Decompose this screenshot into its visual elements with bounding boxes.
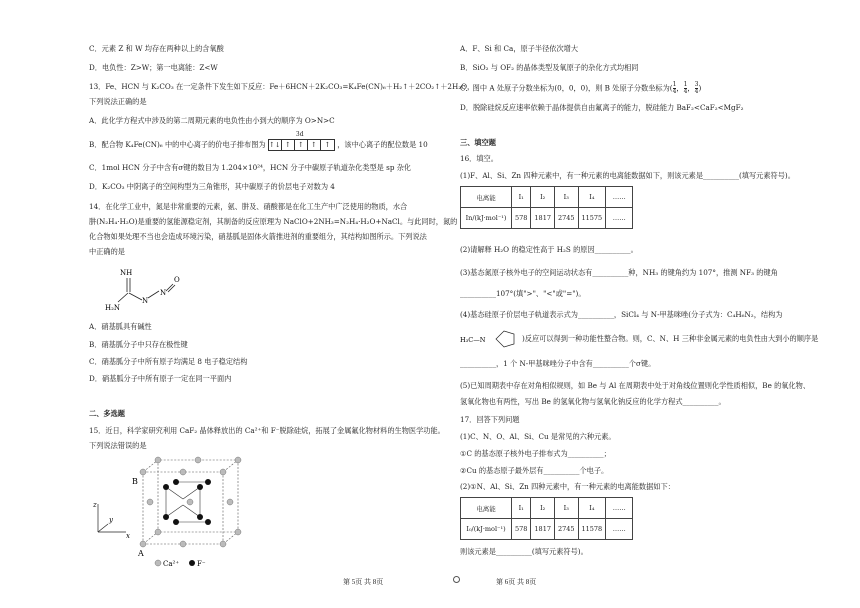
table-cell: I₂ xyxy=(531,187,555,208)
axis-label: x xyxy=(126,532,130,540)
option-13b xyxy=(89,131,428,151)
question-15: 15．近日，科学家研究利用 CaF₂ 晶体释放出的 Ca²⁺和 F⁻脱除硅烷，拓展了金属氟化物材料的生物医学功能。 xyxy=(89,426,445,435)
table-row xyxy=(461,208,633,229)
option-13a: A．此化学方程式中涉及的第二周期元素的电负性由小到大的顺序为 O>N>C xyxy=(89,116,335,125)
legend-label: Ca²⁺ xyxy=(163,560,180,568)
option-13d: D．K₂CO₃ 中阴离子的空间构型为三角锥形，其中碳原子的价层电子对数为 4 xyxy=(89,182,335,191)
table-cell: 1817 xyxy=(531,519,555,540)
question-14: 14．在化学工业中，氮是非常重要的元素，氨、肼及、硝酸都是在化工生产中广泛使用的物质，水合 xyxy=(89,202,408,211)
question-16-3: (3)基态氮原子核外电子的空间运动状态有__________种，NH₃ 的键角约为 107°，推测 NF₃ 的键角 xyxy=(460,268,778,277)
ionization-table-2 xyxy=(460,497,633,540)
option-15b: B．SiO₂ 与 OF₂ 的晶体类型及氧原子的杂化方式均相同 xyxy=(460,63,639,72)
orbital-label: 3d xyxy=(295,131,304,138)
question-17: 17．回答下列问题 xyxy=(460,415,520,424)
table-cell: I₃ xyxy=(554,498,578,519)
question-16-2: (2)请解释 H₂O 的稳定性高于 H₂S 的原因__________。 xyxy=(460,245,638,254)
table-cell: 2745 xyxy=(554,208,578,229)
question-16: 16．填空。 xyxy=(460,154,498,163)
question-16-1: (1)F、Al、Si、Zn 四种元素中，有一种元素的电离能数据如下，则该元素是__________(填写元素符号)。 xyxy=(460,171,795,180)
fraction: $\frac{1}{4}$ xyxy=(672,81,677,95)
table-cell: …… xyxy=(606,519,633,540)
option-text: B．配合物 K₄Fe(CN)₆ 中的中心离子的价电子排布图为 xyxy=(89,140,266,149)
text-line: __________107°(填">"、"<"或"=")。 xyxy=(460,289,586,298)
table-cell: 2745 xyxy=(554,519,578,540)
point-label: B xyxy=(132,477,138,486)
right-page xyxy=(430,0,860,608)
orbital-box: ↑ xyxy=(324,141,331,149)
crystal-structure-diagram xyxy=(88,452,248,570)
nitroguanidine-structure xyxy=(85,258,195,318)
fraction: $\frac{3}{4}$ xyxy=(694,81,699,95)
table-cell: 电离能 xyxy=(461,498,512,519)
table-cell: …… xyxy=(606,208,633,229)
atom-label: N xyxy=(160,289,167,297)
orbital-box: ↑ xyxy=(282,140,295,150)
text-line: 下列说法正确的是 xyxy=(89,97,147,106)
option-14a: A．硝基胍具有碱性 xyxy=(89,322,152,331)
table-row xyxy=(461,519,633,540)
option-14d: D．硝基胍分子中所有原子一定在同一平面内 xyxy=(89,374,232,383)
table-cell: I₄ xyxy=(578,498,606,519)
ionization-table xyxy=(460,186,633,229)
table-cell: …… xyxy=(606,187,633,208)
table-cell: …… xyxy=(606,498,633,519)
option-text: ，该中心离子的配位数是 10 xyxy=(337,140,428,149)
orbital-box: ↑↓ xyxy=(269,141,281,149)
axis-label: y xyxy=(109,516,113,524)
atom-label: NH xyxy=(120,269,133,277)
option-text: C．图中 A 处原子分数坐标为(0，0，0)，则 B 处原子分数坐标为( xyxy=(460,83,673,93)
option-13c: C．1mol HCN 分子中含有σ键的数目为 1.204×10²⁴，HCN 分子中碳原子轨道杂化类型是 sp 杂化 xyxy=(89,163,412,172)
orbital-box: ↑ xyxy=(295,140,308,150)
table-cell: 578 xyxy=(512,208,531,229)
text-line: 化合物如果处理不当也会造成环境污染，硝基胍是固体火箭推进剂的重要组分，其结构如图所示。下列说法 xyxy=(89,232,427,241)
page-number: 第 6页 共 8页 xyxy=(496,578,537,586)
question-13: 13．Fe、HCN 与 K₂CO₃ 在一定条件下发生如下反应：Fe＋6HCN＋2K₂CO₃=K₄Fe(CN)₆＋H₂↑＋2CO₂↑＋2H₂O， xyxy=(89,82,475,91)
text-line: 则该元素是__________(填写元素符号)。 xyxy=(460,547,588,556)
text-line: 氢氧化物也有两性，写出 Be 的氢氧化物与氢氧化钠反应的化学方程式__________。 xyxy=(460,397,726,406)
option-15c: C．图中 A 处原子分数坐标为(0，0，0)，则 B 处原子分数坐标为( $\frac{1}{4}$ ， $\frac{1}{4}$ ， $\frac{3}{4}$ ) xyxy=(460,81,702,95)
text-line: 肼(N₂H₄·H₂O)是重要的氢能源稳定剂，其制备的反应原理为 NaClO+2NH₃=N₂H₄·H₂O+NaCl。与此同时，氮的 xyxy=(89,217,458,226)
table-cell: 11575 xyxy=(578,208,606,229)
question-16-5: (5)已知周期表中存在对角相似规则，如 Be 与 Al 在周期表中处于对角线位置则化学性质相似，Be 的氧化物、 xyxy=(460,381,811,390)
methylimidazole-structure xyxy=(460,326,522,352)
option-15a: A．F、Si 和 Ca，原子半径依次增大 xyxy=(460,44,579,53)
option-14c: C．硝基胍分子中所有原子均满足 8 电子稳定结构 xyxy=(89,357,248,366)
page-number: 第 5页 共 8页 xyxy=(343,578,384,586)
text-line: 中正确的是 xyxy=(89,247,125,256)
table-cell: I₁ xyxy=(512,498,531,519)
point-label: A xyxy=(138,549,144,558)
text-line: ②Cu 的基态原子最外层有__________个电子。 xyxy=(460,466,609,475)
fraction: $\frac{1}{4}$ xyxy=(683,81,688,95)
text-line: (1)C、N、O、Al、Si、Cu 是常见的六种元素。 xyxy=(460,432,616,441)
table-row xyxy=(461,498,633,519)
text-line: __________，1 个 N-甲基咪唑分子中含有__________个σ键。 xyxy=(460,359,656,368)
axis-label: z xyxy=(93,501,97,509)
table-cell: I₄ xyxy=(578,187,606,208)
text-line: D．电负性：Z>W；第一电离能：Z<W xyxy=(89,63,218,72)
table-cell: I₀/(kJ·mol⁻¹) xyxy=(461,519,512,540)
table-cell: I₂ xyxy=(531,498,555,519)
molecule-label: H₃C—N xyxy=(460,336,486,344)
table-row xyxy=(461,187,633,208)
question-17-2: (2)①N、Al、Si、Zn 四种元素中，有一种元素的电离能数据如下： xyxy=(460,482,675,491)
text-line: 下列说法错误的是 xyxy=(89,441,147,450)
table-cell: 1817 xyxy=(531,208,555,229)
orbital-diagram xyxy=(268,139,335,151)
atom-label: N xyxy=(142,297,149,305)
table-cell: 11578 xyxy=(578,519,606,540)
table-cell: I₁ xyxy=(512,187,531,208)
legend-label: F⁻ xyxy=(197,560,206,568)
section-heading: 三、填空题 xyxy=(460,138,496,147)
text-line: )反应可以得到一种功能性螯合物。则，C、N、H 三种非金属元素的电负性由大到小的顺序是 xyxy=(522,334,819,343)
table-cell: 578 xyxy=(512,519,531,540)
atom-label: H₂N xyxy=(105,304,121,312)
table-cell: 电离能 xyxy=(461,187,512,208)
text-line: C．元素 Z 和 W 均存在两种以上的含氧酸 xyxy=(89,44,224,53)
table-cell: In/(kJ·mol⁻¹) xyxy=(461,208,512,229)
option-15d: D．脱除硅烷反应速率依赖于晶体提供自由氟离子的能力，脱硅能力 BaF₂<CaF₂<MgF₂ xyxy=(460,103,744,112)
atom-label: O xyxy=(174,276,180,284)
text-line: ①C 的基态原子核外电子排布式为__________； xyxy=(460,449,611,458)
question-16-4: (4)基态硅原子价层电子轨道表示式为__________，SiCl₄ 与 N-甲基咪唑(分子式为：C₄H₆N₂，结构为 xyxy=(460,310,783,319)
section-heading: 二、多选题 xyxy=(89,409,125,418)
table-cell: I₃ xyxy=(554,187,578,208)
option-14b: B．硝基胍分子中只存在极性键 xyxy=(89,340,188,349)
orbital-box: ↑ xyxy=(308,140,321,150)
